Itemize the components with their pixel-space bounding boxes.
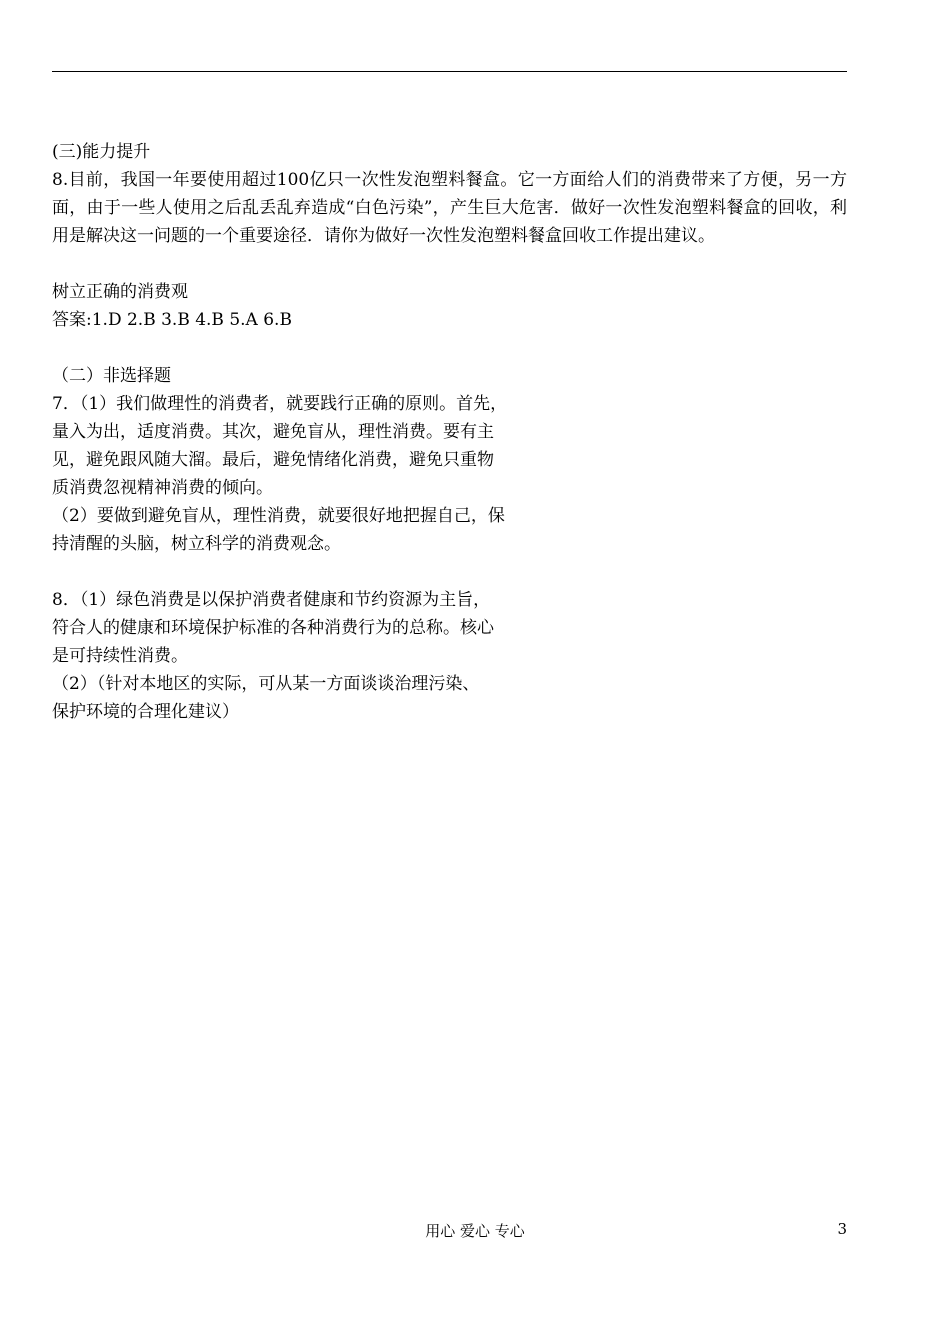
question-8-text: 8.目前，我国一年要使用超过100亿只一次性发泡塑料餐盒。它一方面给人们的消费带来了方便，另一方面，由于一些人使用之后乱丢乱弃造成“白色污染”，产生巨大危害．做好一次性发泡塑料餐盒的回收，利用是解决这一问题的一个重要途径．请你为做好一次性发泡塑料餐盒回收工作提出建议。 [52, 170, 847, 246]
answer-7-line: 持清醒的头脑，树立科学的消费观念。 [52, 534, 341, 554]
header-rule [52, 71, 847, 72]
section-2-title: （二）非选择题 [52, 366, 171, 386]
footer-motto: 用心 爱心 专心 [425, 1222, 525, 1240]
answer-8-line: 保护环境的合理化建议） [52, 702, 239, 722]
section-title: (三)能力提升 [52, 142, 151, 162]
answer-7-line: 见，避免跟风随大溜。最后，避免情绪化消费，避免只重物 [52, 450, 494, 470]
lesson-title: 树立正确的消费观 [52, 282, 188, 302]
answer-8-line: （2）（针对本地区的实际，可从某一方面谈谈治理污染、 [52, 674, 480, 694]
answer-7-line: 量入为出，适度消费。其次，避免盲从，理性消费。要有主 [52, 422, 494, 442]
choice-answers: 答案:1.D 2.B 3.B 4.B 5.A 6.B [52, 310, 292, 330]
spacer [52, 334, 852, 362]
answer-7-line: 7．（1）我们做理性的消费者，就要践行正确的原则。首先， [52, 394, 508, 414]
spacer [52, 558, 852, 586]
answer-7-line: （2）要做到避免盲从，理性消费，就要很好地把握自己，保 [52, 506, 505, 526]
answer-8-line: 是可持续性消费。 [52, 646, 188, 666]
page-number: 3 [837, 1220, 847, 1238]
answer-7-line: 质消费忽视精神消费的倾向。 [52, 478, 273, 498]
spacer [52, 250, 852, 278]
document-body [52, 138, 852, 726]
answer-8-line: 8．（1）绿色消费是以保护消费者健康和节约资源为主旨， [52, 590, 491, 610]
answer-8-line: 符合人的健康和环境保护标准的各种消费行为的总称。核心 [52, 618, 494, 638]
